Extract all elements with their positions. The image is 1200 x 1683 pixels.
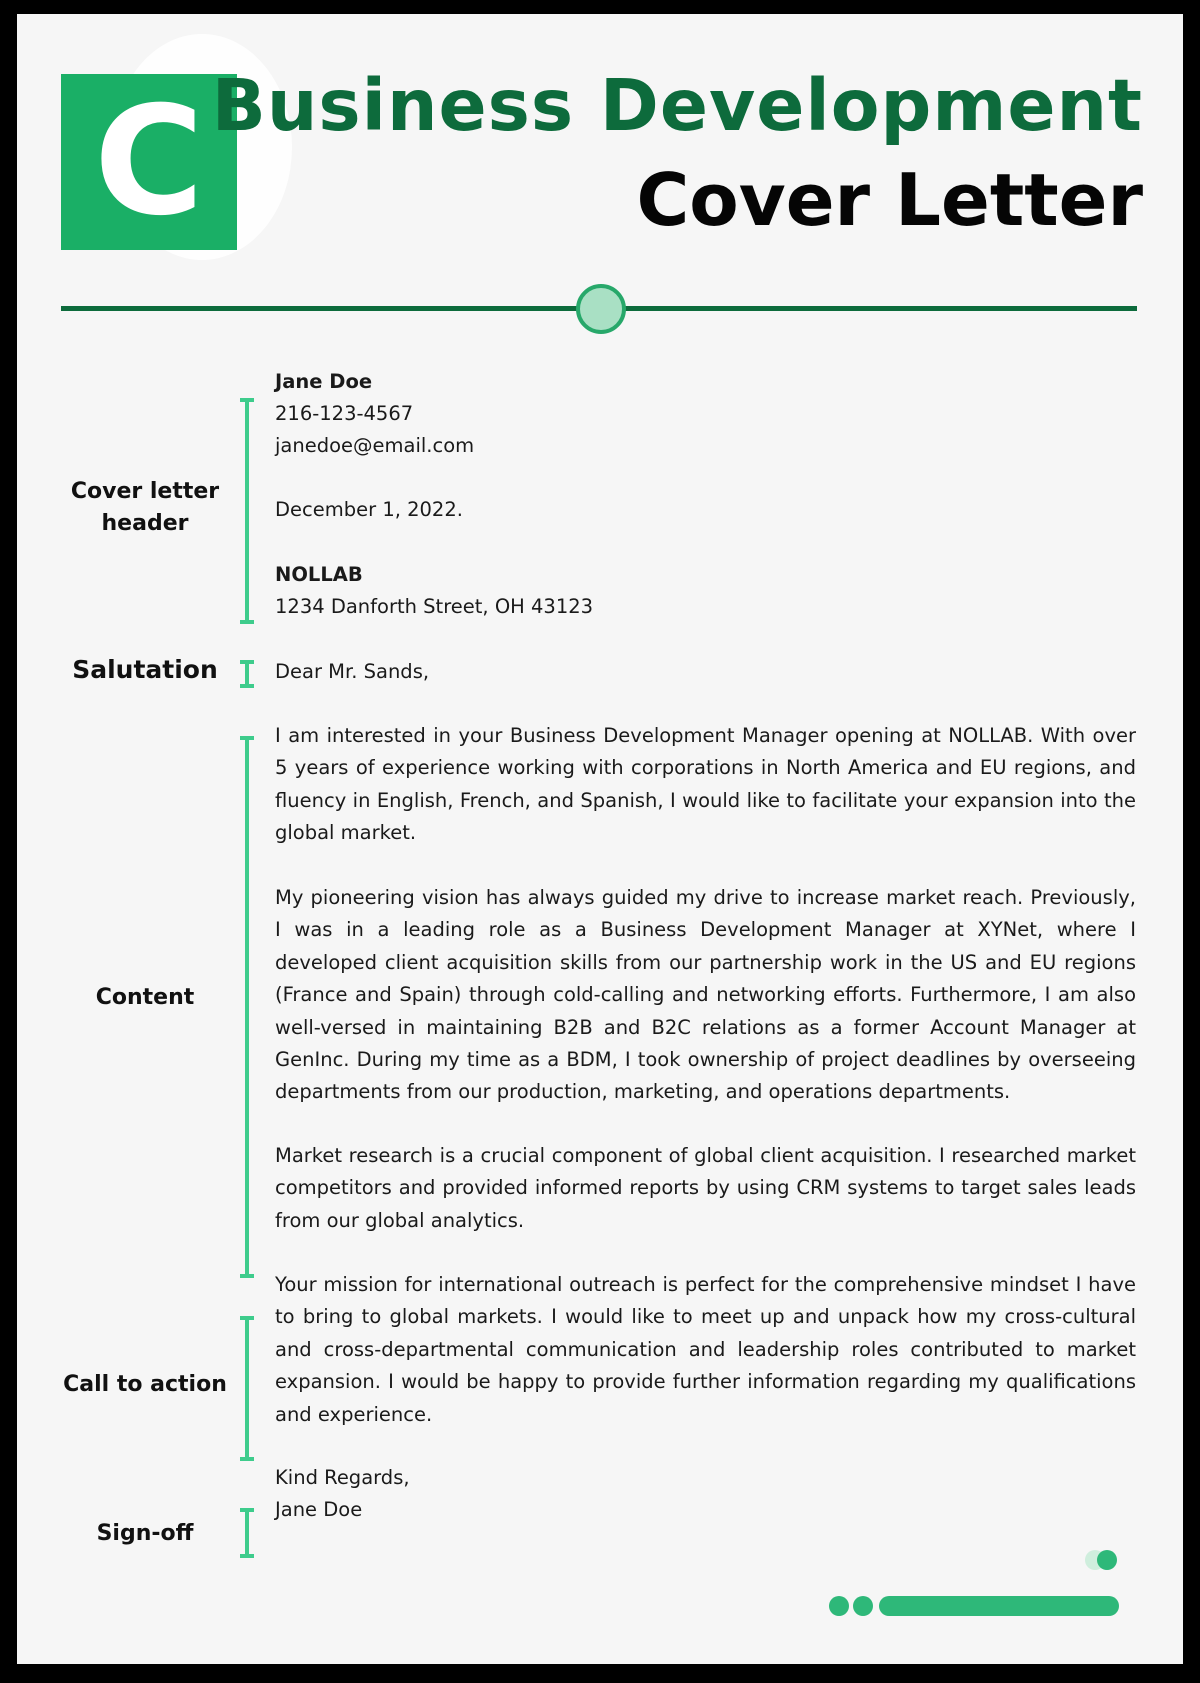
call-to-action-paragraph: Your mission for international outreach is perfect for the comprehensive mindset I have to bring to global markets. I would like to meet up and unpack how my cross-cultural and cross-departmental communication and leadership roles contributed to market expansion. I would be happy to provide further information regarding my qualifications and experience.	[275, 1273, 1136, 1426]
title-line-2: Cover Letter	[636, 158, 1143, 242]
bracket-sign-off	[240, 1508, 254, 1558]
logo	[61, 74, 237, 250]
sign-off-closing: Kind Regards,	[275, 1466, 410, 1489]
body-paragraph-1: I am interested in your Business Development Manager opening at NOLLAB. With over 5 years of experience working with corporations in North America and EU regions, and fluency in English, French, and Spanish, I would like to facilitate your expansion into the global market.	[275, 724, 1136, 845]
sign-off-name: Jane Doe	[275, 1498, 363, 1521]
divider-circle	[576, 284, 626, 334]
bracket-call-to-action	[240, 1316, 254, 1461]
sender-phone: 216-123-4567	[275, 402, 414, 425]
sender-email: janedoe@email.com	[275, 434, 475, 457]
label-salutation: Salutation	[72, 655, 218, 684]
bracket-header	[240, 398, 254, 624]
bracket-salutation	[240, 660, 254, 688]
title-line-1: Business Development	[211, 64, 1143, 147]
recipient-company: NOLLAB	[275, 563, 363, 586]
salutation: Dear Mr. Sands,	[275, 660, 430, 683]
body-paragraph-3: Market research is a crucial component of global client acquisition. I researched market competitors and provided informed reports by using CRM systems to target sales leads from our global analytics.	[275, 1144, 1136, 1232]
letter-page	[17, 14, 1183, 1664]
label-content: Content	[95, 985, 195, 1010]
letter-date: December 1, 2022.	[275, 498, 463, 521]
body-paragraph-2: My pioneering vision has always guided my drive to increase market reach. Previously, I was in a leading role as a Business Development Manager at XYNet, where I developed client acquisition skills from our partnership work in the US and EU regions (France and Spain) through cold-calling and networking efforts. Furthermore, I am also well-versed in maintaining B2B and B2C relations as a former Account Manager at GenInc. During my time as a BDM, I took ownership of project deadlines by overseeing departments from our production, marketing, and operations departments.	[275, 886, 1136, 1104]
logo-letter: C	[93, 75, 205, 249]
decor-dot	[1097, 1550, 1117, 1570]
recipient-address: 1234 Danforth Street, OH 43123	[275, 595, 594, 618]
sender-name: Jane Doe	[275, 370, 373, 393]
decor-bar	[879, 1596, 1119, 1616]
bracket-content	[240, 736, 254, 1278]
label-cover-letter-header: Cover letter header	[70, 479, 220, 536]
label-sign-off: Sign-off	[96, 1521, 194, 1546]
decor-dot	[829, 1596, 849, 1616]
decor-dot	[853, 1596, 873, 1616]
label-call-to-action: Call to action	[63, 1372, 227, 1397]
